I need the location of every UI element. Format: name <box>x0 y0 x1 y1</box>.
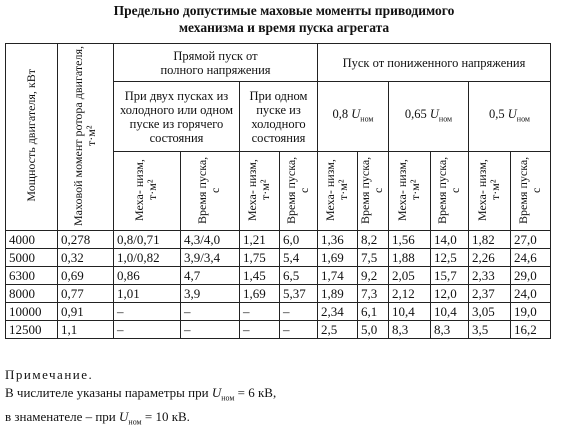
table-cell: 4000 <box>6 231 58 249</box>
table-cell: 1,89 <box>318 285 358 303</box>
table-cell: 8000 <box>6 285 58 303</box>
table-cell: 5,0 <box>358 321 389 339</box>
table-cell: 1,88 <box>389 249 431 267</box>
table-cell: 0,8/0,71 <box>114 231 181 249</box>
note-label: Примечание. <box>5 367 94 382</box>
table-cell: 0,91 <box>58 303 114 321</box>
table-cell: 0,86 <box>114 267 181 285</box>
table-cell: 0,69 <box>58 267 114 285</box>
table-cell: 10,4 <box>431 303 469 321</box>
table-cell: 3,05 <box>469 303 511 321</box>
table-cell: 3,5 <box>469 321 511 339</box>
header-reduced-start: Пуск от пониженного напряжения <box>318 44 551 82</box>
note-line-1: В числителе указаны параметры при $U_{ном} = 6$ кВ, <box>5 385 277 403</box>
table-cell: – <box>114 303 181 321</box>
header-direct-a: При двух пусках из холодного или одном пуске из горячего состояния <box>114 82 240 152</box>
table-cell: 4,3/4,0 <box>181 231 240 249</box>
table-title <box>0 2 568 36</box>
table-cell: 1,82 <box>469 231 511 249</box>
table-cell: 12500 <box>6 321 58 339</box>
table-cell: 8,2 <box>358 231 389 249</box>
table-cell: 4,7 <box>181 267 240 285</box>
table-row <box>6 303 551 321</box>
table-cell: – <box>114 321 181 339</box>
table-cell: 1,75 <box>240 249 280 267</box>
table-cell: – <box>240 303 280 321</box>
table-cell: 12,0 <box>431 285 469 303</box>
table-cell: 2,05 <box>389 267 431 285</box>
table-cell: 6,5 <box>280 267 318 285</box>
table-row <box>6 267 551 285</box>
table-cell: 24,6 <box>511 249 551 267</box>
table-cell: 8,3 <box>431 321 469 339</box>
subheader-time: Время пуска, с <box>431 152 469 231</box>
table-row <box>6 231 551 249</box>
subheader-time: Время пуска, с <box>181 152 240 231</box>
table-cell: 5000 <box>6 249 58 267</box>
table-cell: 8,3 <box>389 321 431 339</box>
table-cell: 6,0 <box>280 231 318 249</box>
subheader-time: Время пуска, с <box>280 152 318 231</box>
header-voltage-08: 0,8 $U_{ном}$ <box>318 82 389 152</box>
table-cell: – <box>240 321 280 339</box>
table-cell: – <box>181 321 240 339</box>
subheader-mech: Меха- низм, т·м² <box>469 152 511 231</box>
table-cell: 16,2 <box>511 321 551 339</box>
table-cell: 1,74 <box>318 267 358 285</box>
table-cell: 6300 <box>6 267 58 285</box>
table-cell: 3,9/3,4 <box>181 249 240 267</box>
table-row <box>6 321 551 339</box>
table-cell: 2,5 <box>318 321 358 339</box>
table-cell: 2,26 <box>469 249 511 267</box>
table-cell: 2,37 <box>469 285 511 303</box>
table-cell: 1,0/0,82 <box>114 249 181 267</box>
subheader-mech: Меха- низм, т·м² <box>240 152 280 231</box>
table-cell: 7,3 <box>358 285 389 303</box>
table-cell: 27,0 <box>511 231 551 249</box>
table-cell: – <box>280 321 318 339</box>
table-cell: 12,5 <box>431 249 469 267</box>
header-direct-b: При одном пуске из холодного состояния <box>240 82 318 152</box>
table-cell: 3,9 <box>181 285 240 303</box>
subheader-time: Время пуска, с <box>511 152 551 231</box>
table-cell: 0,77 <box>58 285 114 303</box>
table-cell: 24,0 <box>511 285 551 303</box>
header-voltage-065: 0,65 $U_{ном}$ <box>389 82 469 152</box>
table-cell: 14,0 <box>431 231 469 249</box>
table-cell: 1,45 <box>240 267 280 285</box>
table-cell: – <box>181 303 240 321</box>
table-cell: – <box>280 303 318 321</box>
header-power: Мощность двигателя, кВт <box>6 44 58 231</box>
table-cell: 9,2 <box>358 267 389 285</box>
table-cell: 0,278 <box>58 231 114 249</box>
table-cell: 1,21 <box>240 231 280 249</box>
table-row <box>6 285 551 303</box>
table-cell: 1,36 <box>318 231 358 249</box>
table-cell: 5,4 <box>280 249 318 267</box>
subheader-mech: Меха- низм, т·м² <box>114 152 181 231</box>
table-cell: 0,32 <box>58 249 114 267</box>
table-cell: 1,69 <box>240 285 280 303</box>
header-direct-start: Прямой пуск от полного напряжения <box>114 44 318 82</box>
table-cell: 1,69 <box>318 249 358 267</box>
title-line-2: механизма и время пуска агрегата <box>178 20 390 35</box>
table-cell: 15,7 <box>431 267 469 285</box>
table-cell: 1,1 <box>58 321 114 339</box>
table-cell: 6,1 <box>358 303 389 321</box>
table-cell: 7,5 <box>358 249 389 267</box>
title-line-1: Предельно допустимые маховые моменты приводимого <box>113 3 455 18</box>
table-cell: 1,56 <box>389 231 431 249</box>
subheader-time: Время пуска, с <box>358 152 389 231</box>
header-moment: Маховой момент ротора двигателя, т·м² <box>58 44 114 231</box>
table-cell: 19,0 <box>511 303 551 321</box>
table-cell: 5,37 <box>280 285 318 303</box>
table-cell: 2,34 <box>318 303 358 321</box>
table-cell: 29,0 <box>511 267 551 285</box>
table-cell: 1,01 <box>114 285 181 303</box>
table-cell: 2,12 <box>389 285 431 303</box>
data-table <box>5 43 551 339</box>
table-note <box>5 366 276 431</box>
note-line-2: в знаменателе – при $U_{ном} = 10$ кВ. <box>5 408 190 427</box>
table-row <box>6 249 551 267</box>
subheader-mech: Меха- низм, т·м² <box>318 152 358 231</box>
table-cell: 10,4 <box>389 303 431 321</box>
header-voltage-05: 0,5 $U_{ном}$ <box>469 82 551 152</box>
subheader-mech: Меха- низм, т·м² <box>389 152 431 231</box>
table-cell: 2,33 <box>469 267 511 285</box>
table-cell: 10000 <box>6 303 58 321</box>
